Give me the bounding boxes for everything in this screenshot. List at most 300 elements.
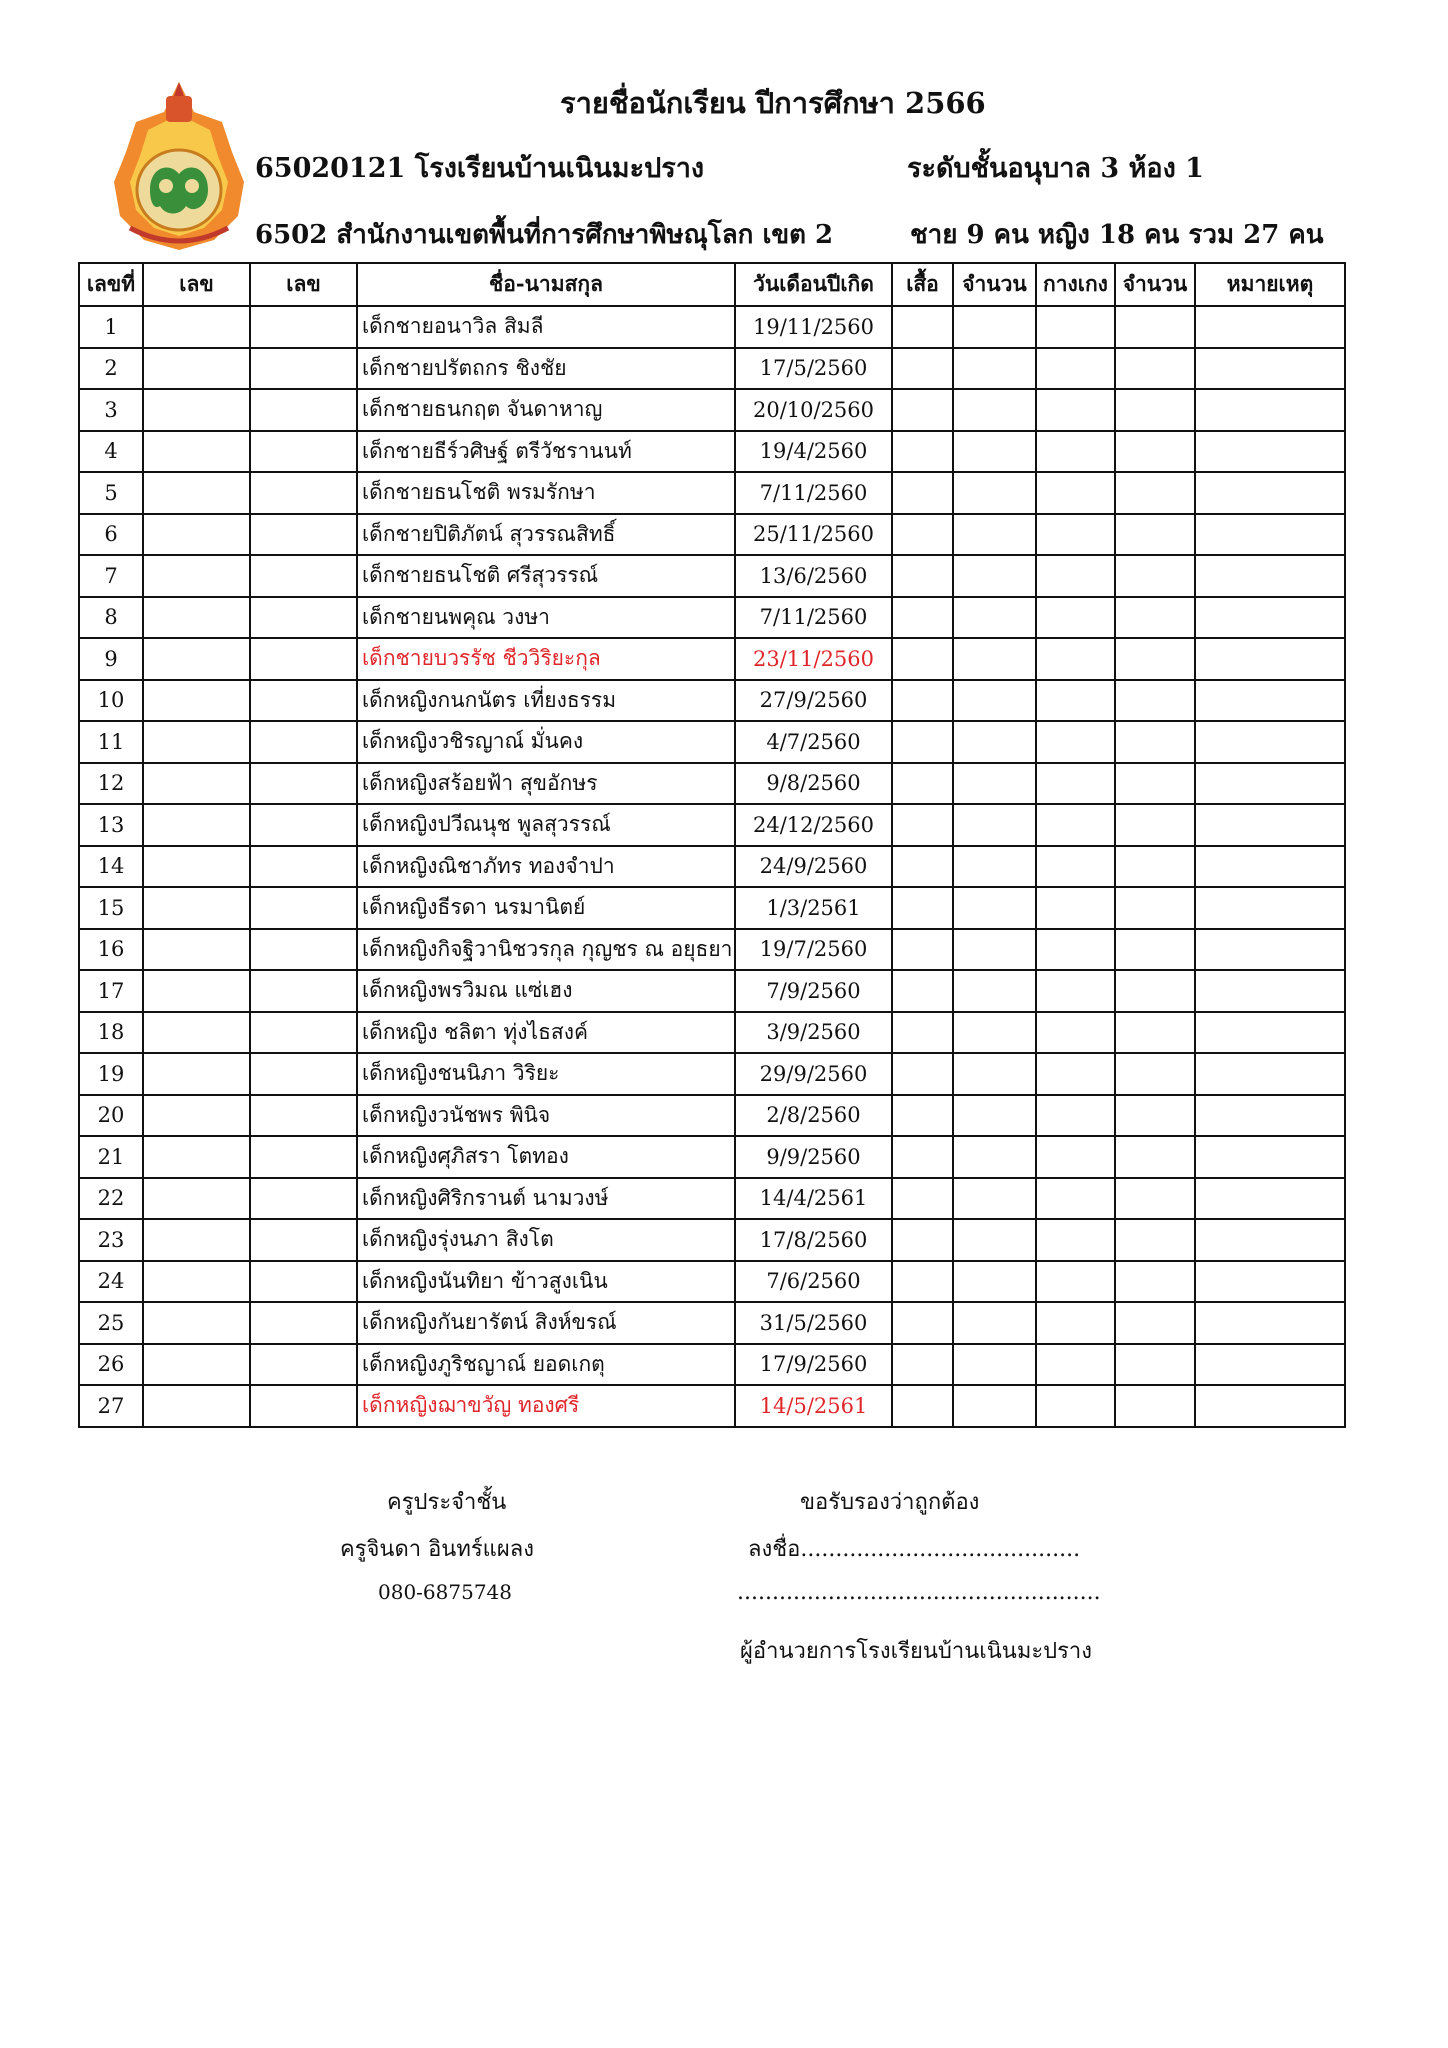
row-birthdate: 7/11/2560: [735, 597, 892, 639]
row-id-1: [143, 1178, 250, 1220]
row-birthdate: 20/10/2560: [735, 389, 892, 431]
row-remarks: [1195, 763, 1345, 805]
row-id-1: [143, 929, 250, 971]
row-shirt-qty: [953, 431, 1036, 473]
row-shirt: [892, 1344, 953, 1386]
row-shirt-qty: [953, 348, 1036, 390]
table-row: [79, 389, 1345, 431]
row-number: 19: [79, 1053, 143, 1095]
row-number: 12: [79, 763, 143, 805]
row-student-name: เด็กชายบวรรัช ชีววิริยะกุล: [357, 638, 735, 680]
row-pants-qty: [1115, 1012, 1195, 1054]
table-row: [79, 1095, 1345, 1137]
row-pants-qty: [1115, 846, 1195, 888]
row-pants: [1036, 1095, 1115, 1137]
row-birthdate: 17/8/2560: [735, 1219, 892, 1261]
table-row: [79, 804, 1345, 846]
row-birthdate: 13/6/2560: [735, 555, 892, 597]
row-pants-qty: [1115, 1178, 1195, 1220]
row-id-2: [250, 763, 357, 805]
row-shirt: [892, 1012, 953, 1054]
row-shirt: [892, 1136, 953, 1178]
row-pants: [1036, 1344, 1115, 1386]
row-shirt: [892, 680, 953, 722]
row-id-1: [143, 721, 250, 763]
row-remarks: [1195, 887, 1345, 929]
row-shirt: [892, 348, 953, 390]
row-remarks: [1195, 1178, 1345, 1220]
row-pants-qty: [1115, 1219, 1195, 1261]
row-pants: [1036, 721, 1115, 763]
row-id-2: [250, 804, 357, 846]
row-id-2: [250, 1261, 357, 1303]
signature-line: ลงชื่อ........................................: [748, 1537, 1081, 1562]
row-pants-qty: [1115, 1053, 1195, 1095]
row-student-name: เด็กหญิงชนนิภา วิริยะ: [357, 1053, 735, 1095]
row-pants: [1036, 306, 1115, 348]
row-birthdate: 27/9/2560: [735, 680, 892, 722]
row-birthdate: 9/8/2560: [735, 763, 892, 805]
row-number: 6: [79, 514, 143, 556]
row-pants-qty: [1115, 1136, 1195, 1178]
row-student-name: เด็กหญิงปวีณนุช พูลสุวรรณ์: [357, 804, 735, 846]
row-number: 22: [79, 1178, 143, 1220]
row-birthdate: 4/7/2560: [735, 721, 892, 763]
table-header-row: [79, 263, 1345, 306]
row-id-2: [250, 721, 357, 763]
row-pants: [1036, 1012, 1115, 1054]
table-row: [79, 472, 1345, 514]
row-student-name: เด็กหญิงธีรดา นรมานิตย์: [357, 887, 735, 929]
row-student-name: เด็กชายธีร์วศิษฐ์ ตรีวัชรานนท์: [357, 431, 735, 473]
column-header-shirt: เสื้อ: [892, 263, 953, 306]
row-birthdate: 19/4/2560: [735, 431, 892, 473]
row-id-2: [250, 1344, 357, 1386]
row-remarks: [1195, 1012, 1345, 1054]
homeroom-teacher-label: ครูประจำชั้น: [387, 1490, 507, 1515]
row-id-1: [143, 680, 250, 722]
row-student-name: เด็กหญิงพรวิมณ แซ่เฮง: [357, 970, 735, 1012]
row-id-2: [250, 846, 357, 888]
row-id-1: [143, 1261, 250, 1303]
table-row: [79, 763, 1345, 805]
row-birthdate: 1/3/2561: [735, 887, 892, 929]
row-id-2: [250, 431, 357, 473]
row-pants-qty: [1115, 306, 1195, 348]
row-number: 27: [79, 1385, 143, 1427]
row-shirt-qty: [953, 887, 1036, 929]
row-student-name: เด็กชายปรัตถกร ชิงชัย: [357, 348, 735, 390]
row-number: 20: [79, 1095, 143, 1137]
row-shirt-qty: [953, 1385, 1036, 1427]
row-shirt: [892, 763, 953, 805]
row-remarks: [1195, 1219, 1345, 1261]
row-pants-qty: [1115, 721, 1195, 763]
row-shirt-qty: [953, 1344, 1036, 1386]
row-remarks: [1195, 680, 1345, 722]
row-shirt: [892, 638, 953, 680]
row-id-2: [250, 389, 357, 431]
row-id-2: [250, 887, 357, 929]
row-remarks: [1195, 1344, 1345, 1386]
row-number: 9: [79, 638, 143, 680]
row-pants: [1036, 431, 1115, 473]
row-shirt: [892, 1053, 953, 1095]
row-pants: [1036, 1178, 1115, 1220]
table-row: [79, 1344, 1345, 1386]
row-id-1: [143, 1095, 250, 1137]
row-remarks: [1195, 431, 1345, 473]
row-pants: [1036, 846, 1115, 888]
table-row: [79, 431, 1345, 473]
row-remarks: [1195, 804, 1345, 846]
row-pants: [1036, 929, 1115, 971]
table-row: [79, 887, 1345, 929]
row-pants-qty: [1115, 597, 1195, 639]
row-pants-qty: [1115, 1095, 1195, 1137]
signature-name-line: ....................................................: [737, 1580, 1101, 1605]
row-shirt: [892, 1385, 953, 1427]
row-pants: [1036, 1385, 1115, 1427]
table-row: [79, 1012, 1345, 1054]
row-id-2: [250, 306, 357, 348]
row-remarks: [1195, 1136, 1345, 1178]
row-student-name: เด็กหญิงรุ่งนภา สิงโต: [357, 1219, 735, 1261]
row-id-2: [250, 970, 357, 1012]
row-number: 3: [79, 389, 143, 431]
student-count-line: ชาย 9 คน หญิง 18 คน รวม 27 คน: [910, 220, 1324, 250]
row-shirt-qty: [953, 1095, 1036, 1137]
row-shirt-qty: [953, 1178, 1036, 1220]
row-student-name: เด็กชายอนาวิล สิมลี: [357, 306, 735, 348]
row-id-1: [143, 846, 250, 888]
row-shirt-qty: [953, 555, 1036, 597]
row-shirt-qty: [953, 597, 1036, 639]
row-pants-qty: [1115, 431, 1195, 473]
table-row: [79, 680, 1345, 722]
row-number: 1: [79, 306, 143, 348]
row-student-name: เด็กชายธนโชติ พรมรักษา: [357, 472, 735, 514]
row-pants-qty: [1115, 804, 1195, 846]
row-pants-qty: [1115, 1302, 1195, 1344]
row-remarks: [1195, 929, 1345, 971]
row-pants-qty: [1115, 514, 1195, 556]
row-shirt: [892, 306, 953, 348]
row-shirt-qty: [953, 389, 1036, 431]
row-number: 15: [79, 887, 143, 929]
school-line: 65020121 โรงเรียนบ้านเนินมะปราง: [255, 153, 705, 184]
row-number: 5: [79, 472, 143, 514]
row-shirt: [892, 514, 953, 556]
row-birthdate: 25/11/2560: [735, 514, 892, 556]
row-pants: [1036, 555, 1115, 597]
row-id-2: [250, 680, 357, 722]
row-birthdate: 19/11/2560: [735, 306, 892, 348]
row-id-2: [250, 1053, 357, 1095]
row-id-2: [250, 1178, 357, 1220]
row-id-1: [143, 348, 250, 390]
row-remarks: [1195, 389, 1345, 431]
row-pants-qty: [1115, 680, 1195, 722]
column-header-birthdate: วันเดือนปีเกิด: [735, 263, 892, 306]
row-id-1: [143, 887, 250, 929]
row-remarks: [1195, 1302, 1345, 1344]
row-id-1: [143, 763, 250, 805]
row-student-name: เด็กหญิง ชลิตา ทุ่งไธสงค์: [357, 1012, 735, 1054]
table-row: [79, 638, 1345, 680]
row-birthdate: 14/4/2561: [735, 1178, 892, 1220]
row-remarks: [1195, 472, 1345, 514]
row-student-name: เด็กหญิงฌาขวัญ ทองศรี: [357, 1385, 735, 1427]
row-shirt: [892, 1302, 953, 1344]
row-shirt-qty: [953, 680, 1036, 722]
row-shirt-qty: [953, 514, 1036, 556]
row-id-1: [143, 1385, 250, 1427]
row-shirt: [892, 597, 953, 639]
row-number: 10: [79, 680, 143, 722]
column-header-id-1: เลข: [143, 263, 250, 306]
row-remarks: [1195, 1385, 1345, 1427]
row-student-name: เด็กหญิงกิจฐิวานิชวรกุล กุญชร ณ อยุธยา: [357, 929, 735, 971]
row-number: 2: [79, 348, 143, 390]
row-shirt: [892, 721, 953, 763]
row-pants-qty: [1115, 555, 1195, 597]
row-id-2: [250, 348, 357, 390]
row-shirt-qty: [953, 1053, 1036, 1095]
table-row: [79, 348, 1345, 390]
column-header-pants: กางเกง: [1036, 263, 1115, 306]
row-id-1: [143, 1302, 250, 1344]
row-student-name: เด็กชายธนกฤต จันดาหาญ: [357, 389, 735, 431]
row-number: 17: [79, 970, 143, 1012]
row-student-name: เด็กหญิงวชิรญาณ์ มั่นคง: [357, 721, 735, 763]
obec-emblem-icon: [110, 78, 248, 254]
row-shirt: [892, 1095, 953, 1137]
column-header-shirt-qty: จำนวน: [953, 263, 1036, 306]
row-number: 16: [79, 929, 143, 971]
row-student-name: เด็กหญิงศิริกรานต์ นามวงษ์: [357, 1178, 735, 1220]
row-shirt-qty: [953, 721, 1036, 763]
row-number: 18: [79, 1012, 143, 1054]
row-pants: [1036, 472, 1115, 514]
row-number: 14: [79, 846, 143, 888]
row-id-1: [143, 1136, 250, 1178]
row-pants-qty: [1115, 763, 1195, 805]
row-remarks: [1195, 597, 1345, 639]
row-birthdate: 23/11/2560: [735, 638, 892, 680]
row-birthdate: 7/11/2560: [735, 472, 892, 514]
row-number: 8: [79, 597, 143, 639]
row-pants: [1036, 804, 1115, 846]
row-id-2: [250, 1095, 357, 1137]
row-number: 23: [79, 1219, 143, 1261]
row-pants-qty: [1115, 638, 1195, 680]
row-number: 7: [79, 555, 143, 597]
row-pants-qty: [1115, 389, 1195, 431]
table-row: [79, 1178, 1345, 1220]
row-id-1: [143, 472, 250, 514]
row-birthdate: 19/7/2560: [735, 929, 892, 971]
table-row: [79, 1302, 1345, 1344]
row-student-name: เด็กหญิงนันทิยา ข้าวสูงเนิน: [357, 1261, 735, 1303]
teacher-name: ครูจินดา อินทร์แผลง: [340, 1537, 534, 1562]
education-office-line: 6502 สำนักงานเขตพื้นที่การศึกษาพิษณุโลก เขต 2: [255, 220, 834, 250]
row-student-name: เด็กชายนพคุณ วงษา: [357, 597, 735, 639]
row-shirt-qty: [953, 804, 1036, 846]
row-id-2: [250, 1219, 357, 1261]
row-student-name: เด็กหญิงภูริชญาณ์ ยอดเกตุ: [357, 1344, 735, 1386]
row-pants: [1036, 348, 1115, 390]
row-number: 4: [79, 431, 143, 473]
row-shirt: [892, 1178, 953, 1220]
row-pants-qty: [1115, 970, 1195, 1012]
row-pants: [1036, 1136, 1115, 1178]
row-number: 25: [79, 1302, 143, 1344]
row-birthdate: 24/12/2560: [735, 804, 892, 846]
row-id-1: [143, 555, 250, 597]
row-shirt-qty: [953, 763, 1036, 805]
teacher-phone: 080-6875748: [378, 1580, 513, 1604]
row-shirt-qty: [953, 1219, 1036, 1261]
row-id-2: [250, 1385, 357, 1427]
row-id-1: [143, 1012, 250, 1054]
row-student-name: เด็กหญิงสร้อยฟ้า สุขอักษร: [357, 763, 735, 805]
row-id-2: [250, 1012, 357, 1054]
row-id-2: [250, 555, 357, 597]
row-shirt: [892, 929, 953, 971]
row-birthdate: 2/8/2560: [735, 1095, 892, 1137]
row-id-2: [250, 597, 357, 639]
row-remarks: [1195, 970, 1345, 1012]
table-row: [79, 846, 1345, 888]
row-id-2: [250, 514, 357, 556]
row-pants: [1036, 763, 1115, 805]
row-student-name: เด็กหญิงกนกนัตร เที่ยงธรรม: [357, 680, 735, 722]
director-title: ผู้อำนวยการโรงเรียนบ้านเนินมะปราง: [740, 1639, 1093, 1664]
row-pants: [1036, 514, 1115, 556]
row-shirt: [892, 846, 953, 888]
row-remarks: [1195, 638, 1345, 680]
table-row: [79, 1261, 1345, 1303]
row-birthdate: 24/9/2560: [735, 846, 892, 888]
row-birthdate: 17/9/2560: [735, 1344, 892, 1386]
row-birthdate: 9/9/2560: [735, 1136, 892, 1178]
row-id-2: [250, 929, 357, 971]
table-row: [79, 1053, 1345, 1095]
row-shirt: [892, 804, 953, 846]
row-shirt-qty: [953, 970, 1036, 1012]
row-birthdate: 7/6/2560: [735, 1261, 892, 1303]
row-pants: [1036, 638, 1115, 680]
row-birthdate: 29/9/2560: [735, 1053, 892, 1095]
row-shirt: [892, 1219, 953, 1261]
row-pants: [1036, 887, 1115, 929]
row-remarks: [1195, 1053, 1345, 1095]
row-shirt: [892, 555, 953, 597]
row-id-2: [250, 638, 357, 680]
row-id-1: [143, 597, 250, 639]
row-id-2: [250, 1136, 357, 1178]
row-pants: [1036, 597, 1115, 639]
row-shirt-qty: [953, 306, 1036, 348]
row-pants: [1036, 680, 1115, 722]
table-row: [79, 1136, 1345, 1178]
row-student-name: เด็กชายธนโชติ ศรีสุวรรณ์: [357, 555, 735, 597]
row-shirt-qty: [953, 1302, 1036, 1344]
row-pants: [1036, 1053, 1115, 1095]
row-shirt: [892, 1261, 953, 1303]
row-number: 11: [79, 721, 143, 763]
row-shirt-qty: [953, 1136, 1036, 1178]
row-id-1: [143, 1053, 250, 1095]
row-id-1: [143, 638, 250, 680]
row-shirt: [892, 887, 953, 929]
row-shirt: [892, 472, 953, 514]
table-row: [79, 970, 1345, 1012]
row-student-name: เด็กหญิงวนัชพร พินิจ: [357, 1095, 735, 1137]
row-remarks: [1195, 555, 1345, 597]
row-student-name: เด็กหญิงณิชาภัทร ทองจำปา: [357, 846, 735, 888]
table-row: [79, 597, 1345, 639]
row-birthdate: 7/9/2560: [735, 970, 892, 1012]
row-remarks: [1195, 1261, 1345, 1303]
row-remarks: [1195, 846, 1345, 888]
row-remarks: [1195, 1095, 1345, 1137]
row-id-1: [143, 804, 250, 846]
row-pants-qty: [1115, 348, 1195, 390]
column-header-number: เลขที่: [79, 263, 143, 306]
row-pants: [1036, 1219, 1115, 1261]
table-row: [79, 1385, 1345, 1427]
row-shirt: [892, 389, 953, 431]
row-id-1: [143, 514, 250, 556]
table-row: [79, 306, 1345, 348]
row-number: 13: [79, 804, 143, 846]
row-pants: [1036, 970, 1115, 1012]
table-row: [79, 929, 1345, 971]
row-remarks: [1195, 514, 1345, 556]
row-id-2: [250, 472, 357, 514]
column-header-remarks: หมายเหตุ: [1195, 263, 1345, 306]
row-number: 21: [79, 1136, 143, 1178]
row-pants: [1036, 389, 1115, 431]
student-roster-table: [78, 262, 1346, 1428]
row-pants-qty: [1115, 887, 1195, 929]
certification-label: ขอรับรองว่าถูกต้อง: [800, 1490, 980, 1515]
row-id-1: [143, 431, 250, 473]
row-id-1: [143, 1219, 250, 1261]
row-pants-qty: [1115, 1261, 1195, 1303]
row-student-name: เด็กหญิงศุภิสรา โตทอง: [357, 1136, 735, 1178]
row-pants: [1036, 1261, 1115, 1303]
table-row: [79, 555, 1345, 597]
row-birthdate: 17/5/2560: [735, 348, 892, 390]
row-student-name: เด็กหญิงกันยารัตน์ สิงห์ขรณ์: [357, 1302, 735, 1344]
row-student-name: เด็กชายปิติภัตน์ สุวรรณสิทธิ์: [357, 514, 735, 556]
row-shirt-qty: [953, 472, 1036, 514]
table-row: [79, 514, 1345, 556]
column-header-name: ชื่อ-นามสกุล: [357, 263, 735, 306]
table-row: [79, 1219, 1345, 1261]
row-pants: [1036, 1302, 1115, 1344]
row-id-2: [250, 1302, 357, 1344]
row-id-1: [143, 306, 250, 348]
row-id-1: [143, 389, 250, 431]
document-title: รายชื่อนักเรียน ปีการศึกษา 2566: [560, 86, 986, 120]
row-shirt-qty: [953, 846, 1036, 888]
row-pants-qty: [1115, 929, 1195, 971]
row-birthdate: 14/5/2561: [735, 1385, 892, 1427]
